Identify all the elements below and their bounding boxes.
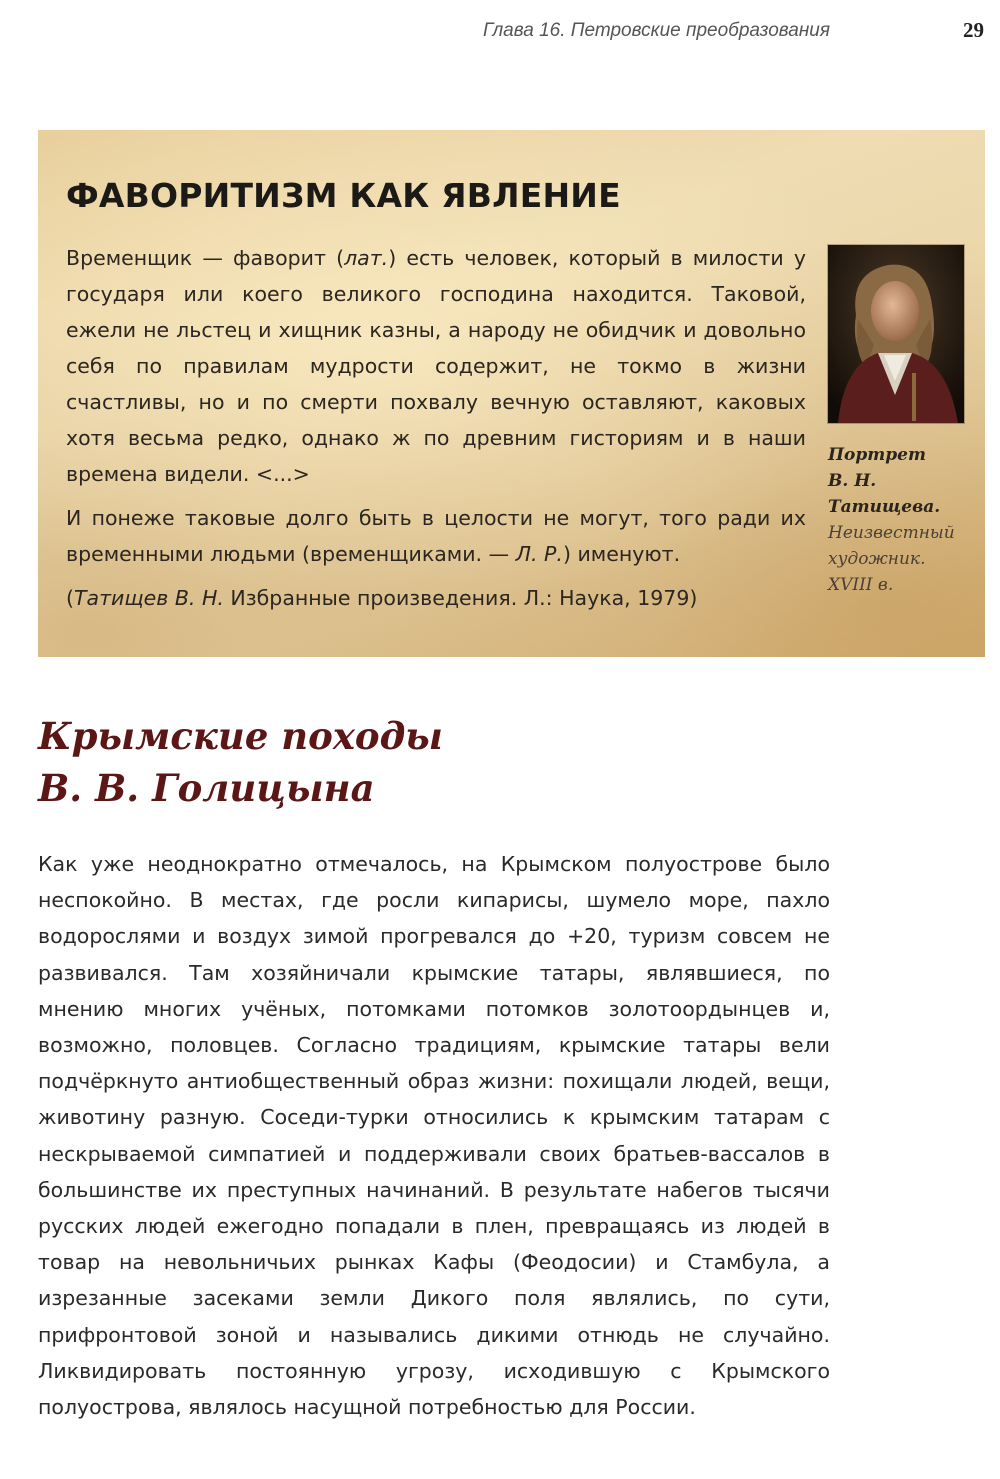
running-header <box>0 16 1000 46</box>
quote-paragraph-1 <box>66 240 806 492</box>
latin-abbrev: лат. <box>344 246 389 270</box>
quote-text: Временщик — фаворит ( <box>66 246 345 270</box>
caption-text: XVIII в. <box>828 575 894 595</box>
portrait-caption <box>828 442 988 598</box>
chapter-title: Глава 16. Петровские преобразования <box>482 20 830 41</box>
citation-source: Избранные произведения. Л.: Наука, 1979) <box>223 586 698 610</box>
quote-text: И понеже таковые долго быть в целости не могут, того ради их временными людьми (временщиками. — <box>66 506 806 566</box>
sidebar-title: ФАВОРИТИЗМ КАК ЯВЛЕНИЕ <box>66 176 621 215</box>
section-title <box>38 710 443 814</box>
body-paragraph: Как уже неоднократно отмечалось, на Крымском полуострове было неспокойно. В местах, где росли кипарисы, шумело море, пахло водорослями и воздух зимой прогревался до +20, туризм совсем не развивался. Там хозяйничали крымские татары, являвшиеся, по мнению многих учёных, потомками потомков золотоордынцев и, возможно, половцев. Согласно традициям, крымские татары вели подчёркнуто антиобщественный образ жизни: похищали людей, вещи, животину разную. Соседи-турки относились к крымским татарам с нескрываемой симпатией и поддерживали своих братьев-вассалов в большинстве их преступных начинаний. В результате набегов тысячи русских людей ежегодно попадали в плен, превращаясь из людей в товар на невольничьих рынках Кафы (Феодосии) и Стамбула, а изрезанные засеками земли Дикого поля являлись, по сути, прифронтовой зоной и назывались дикими отнюдь не случайно. Ликвидировать постоянную угрозу, исходившую с Крымского полуострова, являлось насущной потребностью для России. <box>38 852 830 1420</box>
sidebar-quote <box>66 240 806 616</box>
section-title-line: В. В. Голицына <box>38 766 375 810</box>
section-title-line: Крымские походы <box>38 714 443 758</box>
citation-author: Татищев В. Н. <box>74 586 224 610</box>
caption-text: Неизвестный <box>828 523 955 543</box>
sidebar-box <box>38 130 985 657</box>
quote-text: ) именуют. <box>562 542 681 566</box>
quote-text: ) есть человек, который в милости у государя или коего великого господина находится. Таковой, ежели не льстец и хищник казны, а народу не обидчик и довольно себя по правилам мудрости содержит, не токмо в жизни счастливы, но и по смерти похвалу вечную оставляют, каковых хотя весьма редко, однако ж по древним гисториям и в наши времена видели. <...> <box>66 246 806 486</box>
portrait-illustration <box>828 245 964 423</box>
caption-title: Портрет <box>828 445 926 465</box>
page-number: 29 <box>963 18 984 42</box>
caption-text: художник. <box>828 549 926 569</box>
quote-citation: (Татищев В. Н. Избранные произведения. Л.: Наука, 1979) <box>66 586 698 610</box>
author-initials: Л. Р. <box>515 542 563 566</box>
portrait-image <box>828 245 964 423</box>
quote-paragraph-2 <box>66 500 806 572</box>
caption-title: В. Н. Татищева. <box>828 471 941 517</box>
